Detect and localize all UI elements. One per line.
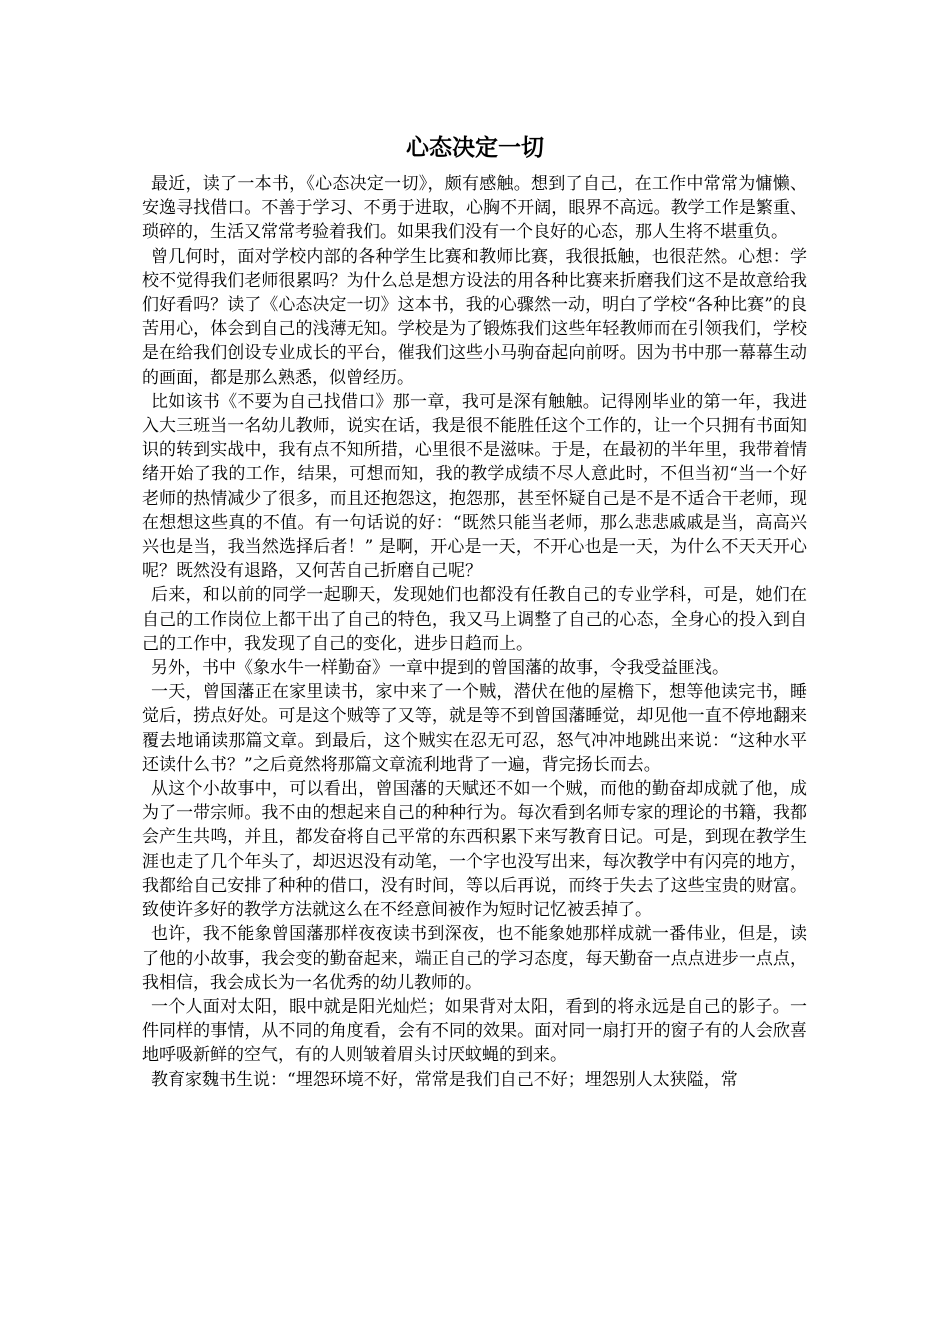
paragraph-5: 另外，书中《象水牛一样勤奋》一章中提到的曾国藩的故事，令我受益匪浅。	[151, 658, 729, 679]
paragraph-7: 从这个小故事中，可以看出，曾国藩的天赋还不如一个贼，而他的勤奋却成就了他，成为了一带宗师。我不由的想起来自己的种种行为。每次看到名师专家的理论的书籍，我都会产生共鸣，并且，都发奋将自己平常的东西积累下来写教育日记。可是，到现在教学生涯也走了几个年头了，却迟迟没有动笔，一个字也没写出来，每次教学中有闪亮的地方，我都给自己安排了种种的借口，没有时间，等以后再说，而终于失去了这些宝贵的财富。致使许多好的教学方法就这么在不经意间被作为短时记忆被丢掉了。	[142, 779, 807, 921]
document-body	[142, 172, 807, 1092]
paragraph-1: 最近，读了一本书，《心态决定一切》，颇有感触。想到了自己，在工作中常常为慵懒、安逸寻找借口。不善于学习、不勇于进取，心胸不开阔，眼界不高远。教学工作是繁重、琐碎的，生活又常常考验着我们。如果我们没有一个良好的心态，那人生将不堪重负。	[142, 174, 807, 243]
paragraph-6: 一天，曾国藩正在家里读书，家中来了一个贼，潜伏在他的屋檐下，想等他读完书，睡觉后，捞点好处。可是这个贼等了又等，就是等不到曾国藩睡觉，却见他一直不停地翻来覆去地诵读那篇文章。到最后，这个贼实在忍无可忍，怒气冲冲地跳出来说：“这种水平还读什么书？”之后竟然将那篇文章流利地背了一遍，背完扬长而去。	[142, 682, 807, 775]
paragraph-4: 后来，和以前的同学一起聊天，发现她们也都没有任教自己的专业学科，可是，她们在自己的工作岗位上都干出了自己的特色，我又马上调整了自己的心态，全身心的投入到自己的工作中，我发现了自己的变化，进步日趋而上。	[142, 585, 807, 654]
paragraph-2: 曾几何时，面对学校内部的各种学生比赛和教师比赛，我很抵触，也很茫然。心想：学校不觉得我们老师很累吗？为什么总是想方设法的用各种比赛来折磨我们这不是故意给我们好看吗？读了《心态决定一切》这本书，我的心骤然一动，明白了学校“各种比赛”的良苦用心，体会到自己的浅薄无知。学校是为了锻炼我们这些年轻教师而在引领我们，学校是在给我们创设专业成长的平台，催我们这些小马驹奋起向前呀。因为书中那一幕幕生动的画面，都是那么熟悉，似曾经历。	[142, 246, 807, 388]
paragraph-10: 教育家魏书生说：“埋怨环境不好，常常是我们自己不好；埋怨别人太狭隘，常	[151, 1069, 738, 1090]
document-title: 心态决定一切	[406, 135, 544, 161]
paragraph-8: 也许，我不能象曾国藩那样夜夜读书到深夜，也不能象她那样成就一番伟业，但是，读了他的小故事，我会变的勤奋起来，端正自己的学习态度，每天勤奋一点点进步一点点，我相信，我会成长为一名优秀的幼儿教师的。	[142, 924, 807, 993]
paragraph-9: 一个人面对太阳，眼中就是阳光灿烂；如果背对太阳，看到的将永远是自己的影子。一件同样的事情，从不同的角度看，会有不同的效果。面对同一扇打开的窗子有的人会欣喜地呼吸新鲜的空气，有的人则皱着眉头讨厌蚊蝇的到来。	[142, 996, 807, 1066]
paragraph-3: 比如该书《不要为自己找借口》那一章，我可是深有触触。记得刚毕业的第一年，我进入大三班当一名幼儿教师，说实在话，我是很不能胜任这个工作的，让一个只拥有书面知识的转到实战中，我有点不知所措，心里很不是滋味。于是，在最初的半年里，我带着情绪开始了我的工作，结果，可想而知，我的教学成绩不尽人意此时，不但当初“当一个好老师的热情减少了很多，而且还抱怨这，抱怨那，甚至怀疑自己是不是不适合干老师，现在想想这些真的不值。有一句话说的好：“既然只能当老师，那么悲悲戚戚是当，高高兴兴也是当，我当然选择后者！” 是啊，开心是一天，不开心也是一天，为什么不天天开心呢？既然没有退路，又何苦自己折磨自己呢？	[142, 391, 807, 582]
